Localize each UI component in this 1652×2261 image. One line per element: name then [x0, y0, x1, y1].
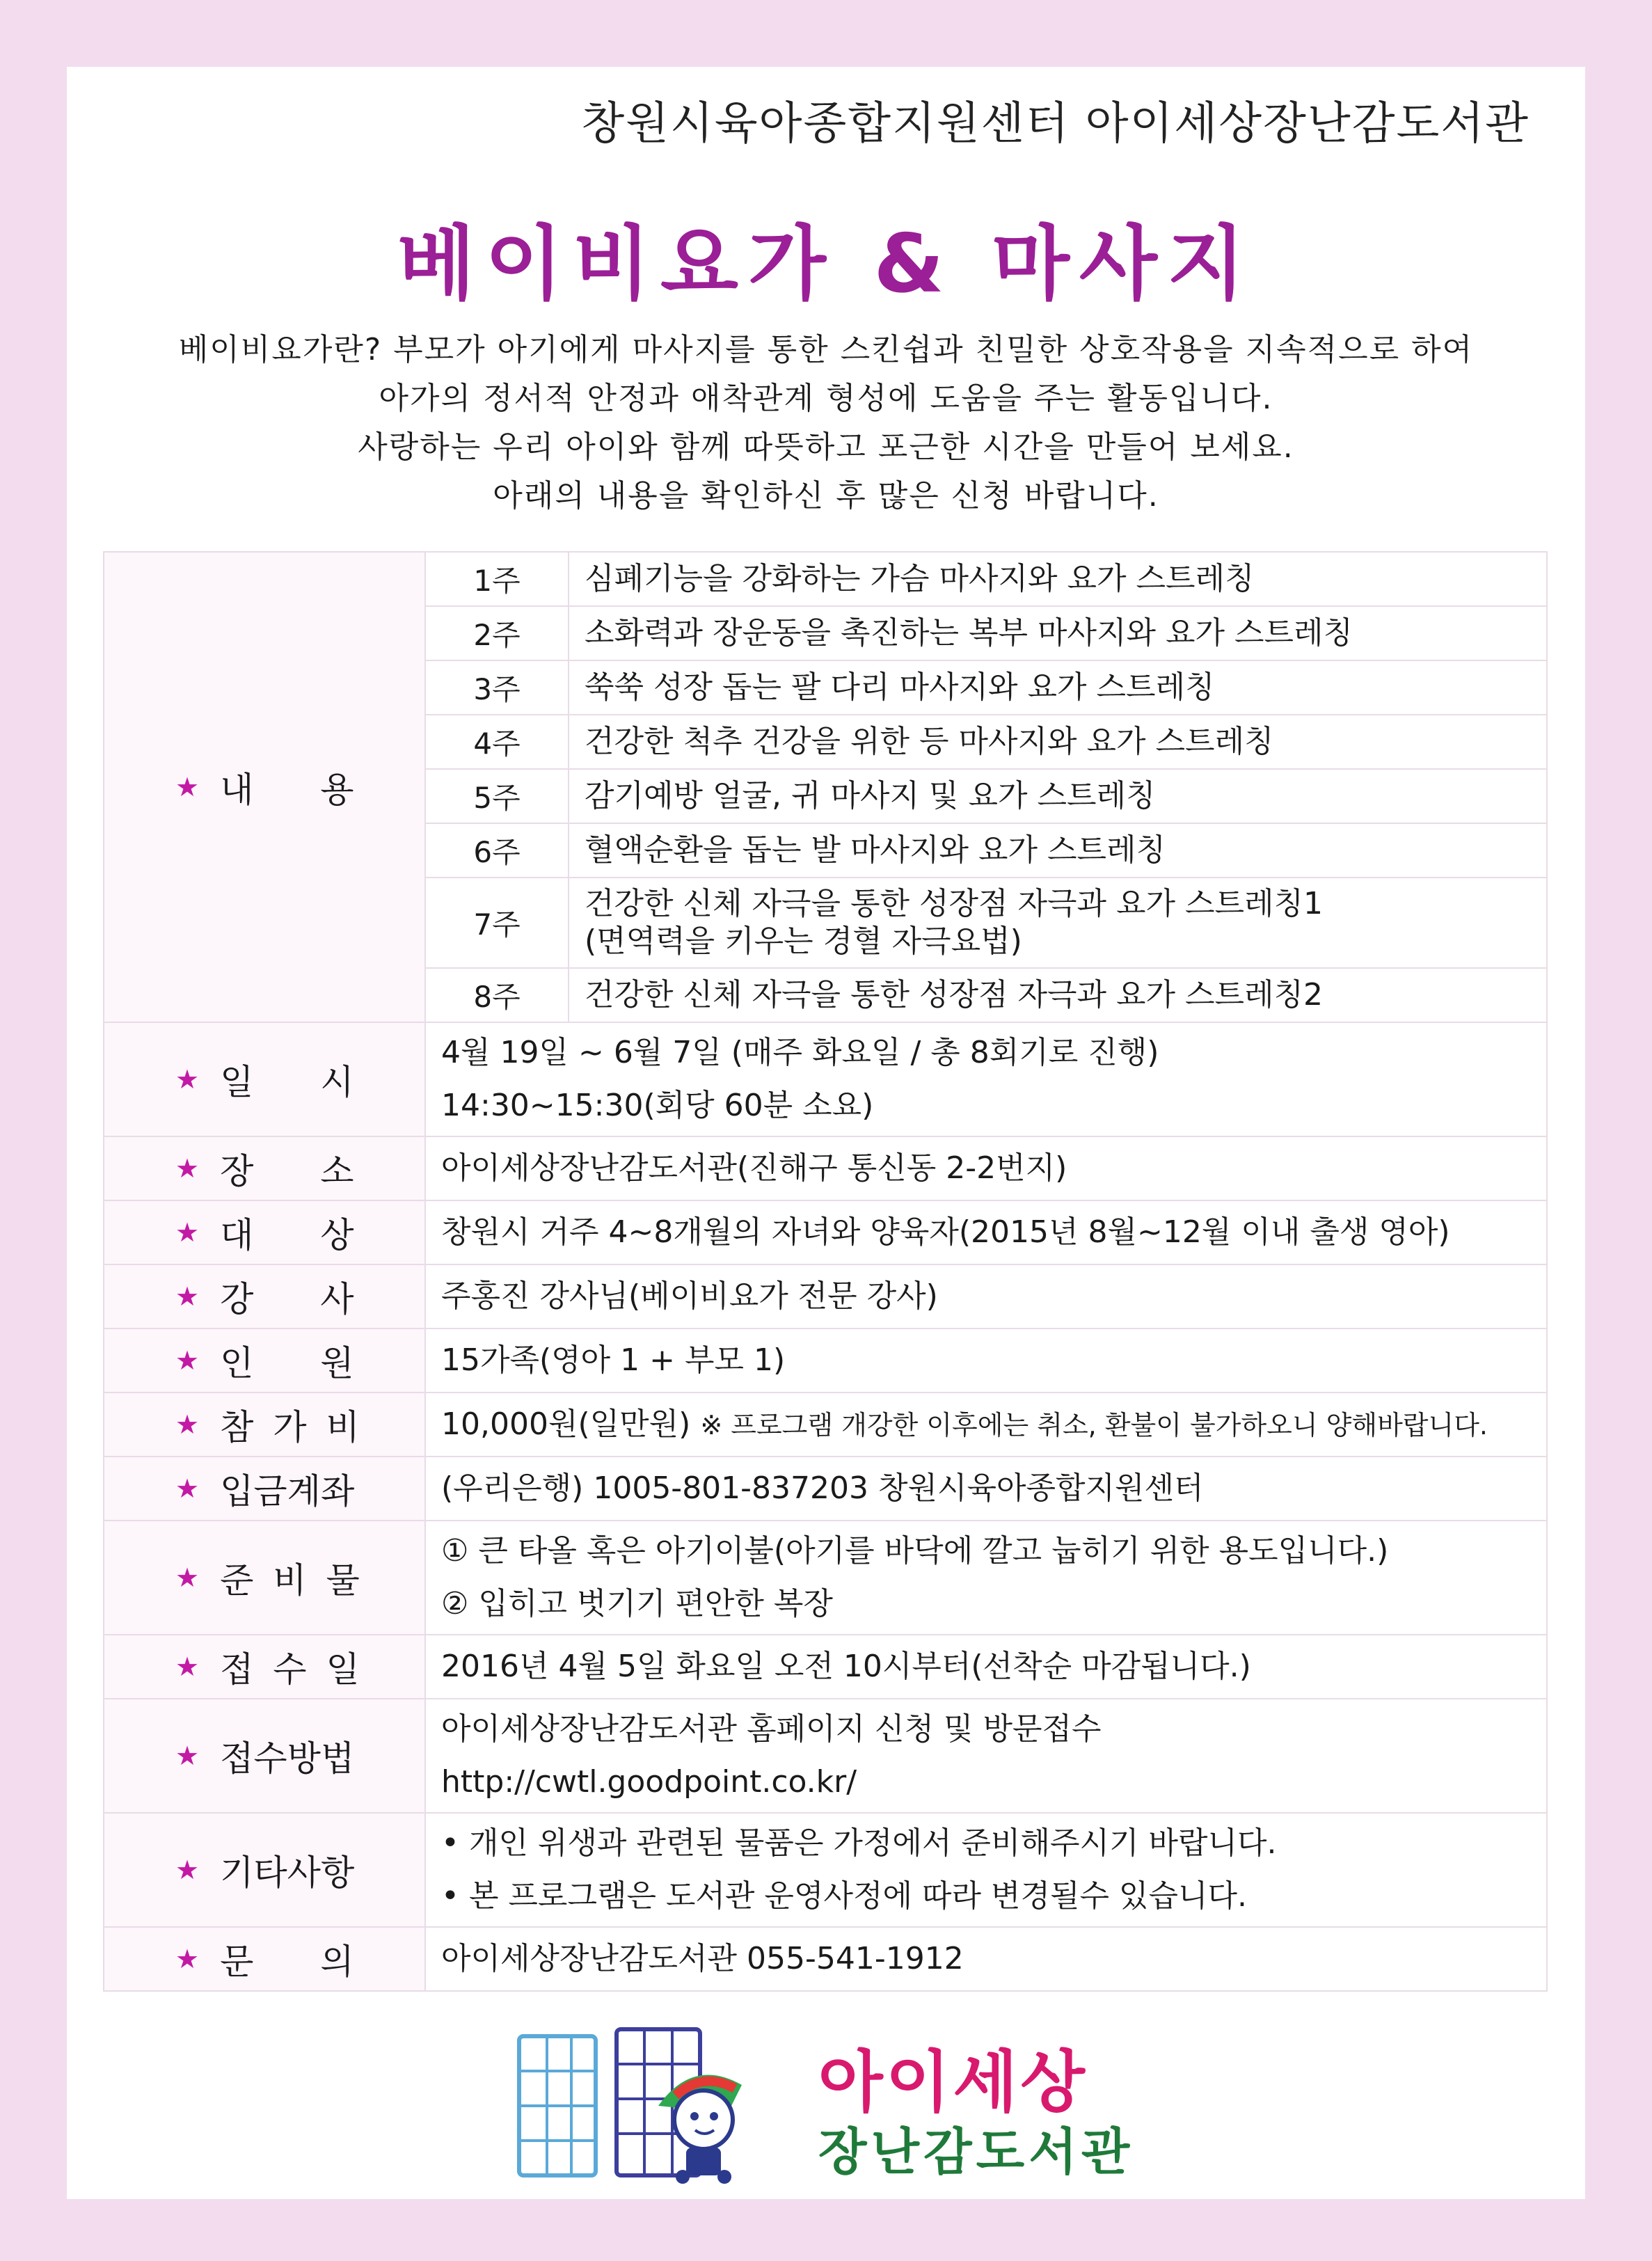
supplies-row: [104, 1521, 1547, 1635]
place-row: [104, 1136, 1547, 1200]
label-place: ★ 장 소: [104, 1136, 425, 1200]
target-value: 창원시 거주 4~8개월의 자녀와 양육자(2015년 8월~12월 이내 출생 영아): [425, 1200, 1547, 1264]
fee-value: 10,000원(일만원) ※ 프로그램 개강한 이후에는 취소, 환불이 불가하오니 양해바랍니다.: [425, 1393, 1547, 1457]
label-instructor: ★ 강 사: [104, 1264, 425, 1328]
week-number: 5주: [425, 769, 569, 823]
star-icon: ★: [175, 1944, 200, 1974]
intro-line: 아래의 내용을 확인하신 후 많은 신청 바랍니다.: [493, 478, 1159, 514]
star-icon: ★: [175, 1409, 200, 1440]
place-value: 아이세상장난감도서관(진해구 통신동 2-2번지): [425, 1136, 1547, 1200]
week-number: 7주: [425, 878, 569, 968]
star-icon: ★: [175, 1217, 200, 1248]
label-target: ★ 대 상: [104, 1200, 425, 1264]
star-icon: ★: [175, 1345, 200, 1376]
label-date: ★ 일 시: [104, 1022, 425, 1136]
fee-note: ※ 프로그램 개강한 이후에는 취소, 환불이 불가하오니 양해바랍니다.: [700, 1409, 1488, 1441]
week-text: 소화력과 장운동을 촉진하는 복부 마사지와 요가 스트레칭: [569, 606, 1547, 660]
label-method: ★ 접수방법: [104, 1699, 425, 1813]
etc-value: • 개인 위생과 관련된 물품은 가정에서 준비해주시기 바랍니다. • 본 프로그램은 도서관 운영사정에 따라 변경될수 있습니다.: [425, 1813, 1547, 1927]
week-text: 건강한 척추 건강을 위한 등 마사지와 요가 스트레칭: [569, 715, 1547, 769]
star-icon: ★: [175, 1473, 200, 1504]
week-text: 쑥쑥 성장 돕는 팔 다리 마사지와 요가 스트레칭: [569, 660, 1547, 715]
week-number: 3주: [425, 660, 569, 715]
label-contact: ★ 문 의: [104, 1927, 425, 1991]
label-reception: ★ 접 수 일: [104, 1635, 425, 1699]
date-row: [104, 1022, 1547, 1136]
week-text: 감기예방 얼굴, 귀 마사지 및 요가 스트레칭: [569, 769, 1547, 823]
capacity-row: [104, 1328, 1547, 1393]
star-icon: ★: [175, 1281, 200, 1312]
intro-text: [67, 326, 1585, 521]
label-fee: ★ 참 가 비: [104, 1393, 425, 1457]
date-value: 4월 19일 ~ 6월 7일 (매주 화요일 / 총 8회기로 진행) 14:30~15:30(회당 60분 소요): [425, 1022, 1547, 1136]
week-text: 건강한 신체 자극을 통한 성장점 자극과 요가 스트레칭1 (면역력을 키우는 경혈 자극요법): [569, 878, 1547, 968]
week-number: 4주: [425, 715, 569, 769]
instructor-value: 주홍진 강사님(베이비요가 전문 강사): [425, 1264, 1547, 1328]
reception-value: 2016년 4월 5일 화요일 오전 10시부터(선착순 마감됩니다.): [425, 1635, 1547, 1699]
contact-value: 아이세상장난감도서관 055-541-1912: [425, 1927, 1547, 1991]
intro-line: 사랑하는 우리 아이와 함께 따뜻하고 포근한 시간을 만들어 보세요.: [358, 429, 1294, 465]
capacity-value: 15가족(영아 1 + 부모 1): [425, 1328, 1547, 1393]
homepage-link[interactable]: http://cwtl.goodpoint.co.kr/: [441, 1764, 857, 1800]
target-row: [104, 1200, 1547, 1264]
star-icon: ★: [175, 1562, 200, 1593]
info-table: [103, 551, 1548, 1992]
label-supplies: ★ 준 비 물: [104, 1521, 425, 1635]
label-account: ★ 입금계좌: [104, 1457, 425, 1521]
star-icon: ★: [175, 1651, 200, 1682]
contact-row: [104, 1927, 1547, 1991]
week-number: 8주: [425, 968, 569, 1022]
method-row: [104, 1699, 1547, 1813]
week-number: 6주: [425, 823, 569, 878]
intro-line: 베이비요가란? 부모가 아기에게 마사지를 통한 스킨쉽과 친밀한 상호작용을 지속적으로 하여: [178, 332, 1474, 367]
week-text: 건강한 신체 자극을 통한 성장점 자극과 요가 스트레칭2: [569, 968, 1547, 1022]
etc-row: [104, 1813, 1547, 1927]
week-text: 혈액순환을 돕는 발 마사지와 요가 스트레칭: [569, 823, 1547, 878]
star-icon: ★: [175, 1855, 200, 1885]
organization-name: 창원시육아종합지원센터 아이세상장난감도서관: [581, 98, 1530, 150]
account-value: (우리은행) 1005-801-837203 창원시육아종합지원센터: [425, 1457, 1547, 1521]
method-value: 아이세상장난감도서관 홈페이지 신청 및 방문접수 http://cwtl.goodpoint.co.kr/: [425, 1699, 1547, 1813]
label-etc: ★ 기타사항: [104, 1813, 425, 1927]
library-logo: [512, 2022, 1134, 2189]
star-icon: ★: [175, 1740, 200, 1771]
account-row: [104, 1457, 1547, 1521]
poster-title: 베이비요가 & 마사지: [397, 217, 1255, 311]
instructor-row: [104, 1264, 1547, 1328]
reception-row: [104, 1635, 1547, 1699]
week-text: 심폐기능을 강화하는 가슴 마사지와 요가 스트레칭: [569, 552, 1547, 606]
fee-row: [104, 1393, 1547, 1457]
poster-page: [67, 67, 1585, 2199]
label-capacity: ★ 인 원: [104, 1328, 425, 1393]
week-number: 2주: [425, 606, 569, 660]
star-icon: ★: [175, 1153, 200, 1184]
schedule-row: [104, 552, 1547, 606]
star-icon: ★: [175, 1064, 200, 1095]
star-icon: ★: [175, 772, 200, 802]
label-content: ★ 내 용: [104, 552, 425, 1022]
logo-text-top: 아이세상: [818, 2043, 1088, 2121]
intro-line: 아가의 정서적 안정과 애착관계 형성에 도움을 주는 활동입니다.: [379, 381, 1273, 416]
supplies-value: ① 큰 타올 혹은 아기이불(아기를 바닥에 깔고 눕히기 위한 용도입니다.) ② 입히고 벗기기 편안한 복장: [425, 1521, 1547, 1635]
week-number: 1주: [425, 552, 569, 606]
logo-text-bottom: 장난감도서관: [818, 2123, 1134, 2181]
